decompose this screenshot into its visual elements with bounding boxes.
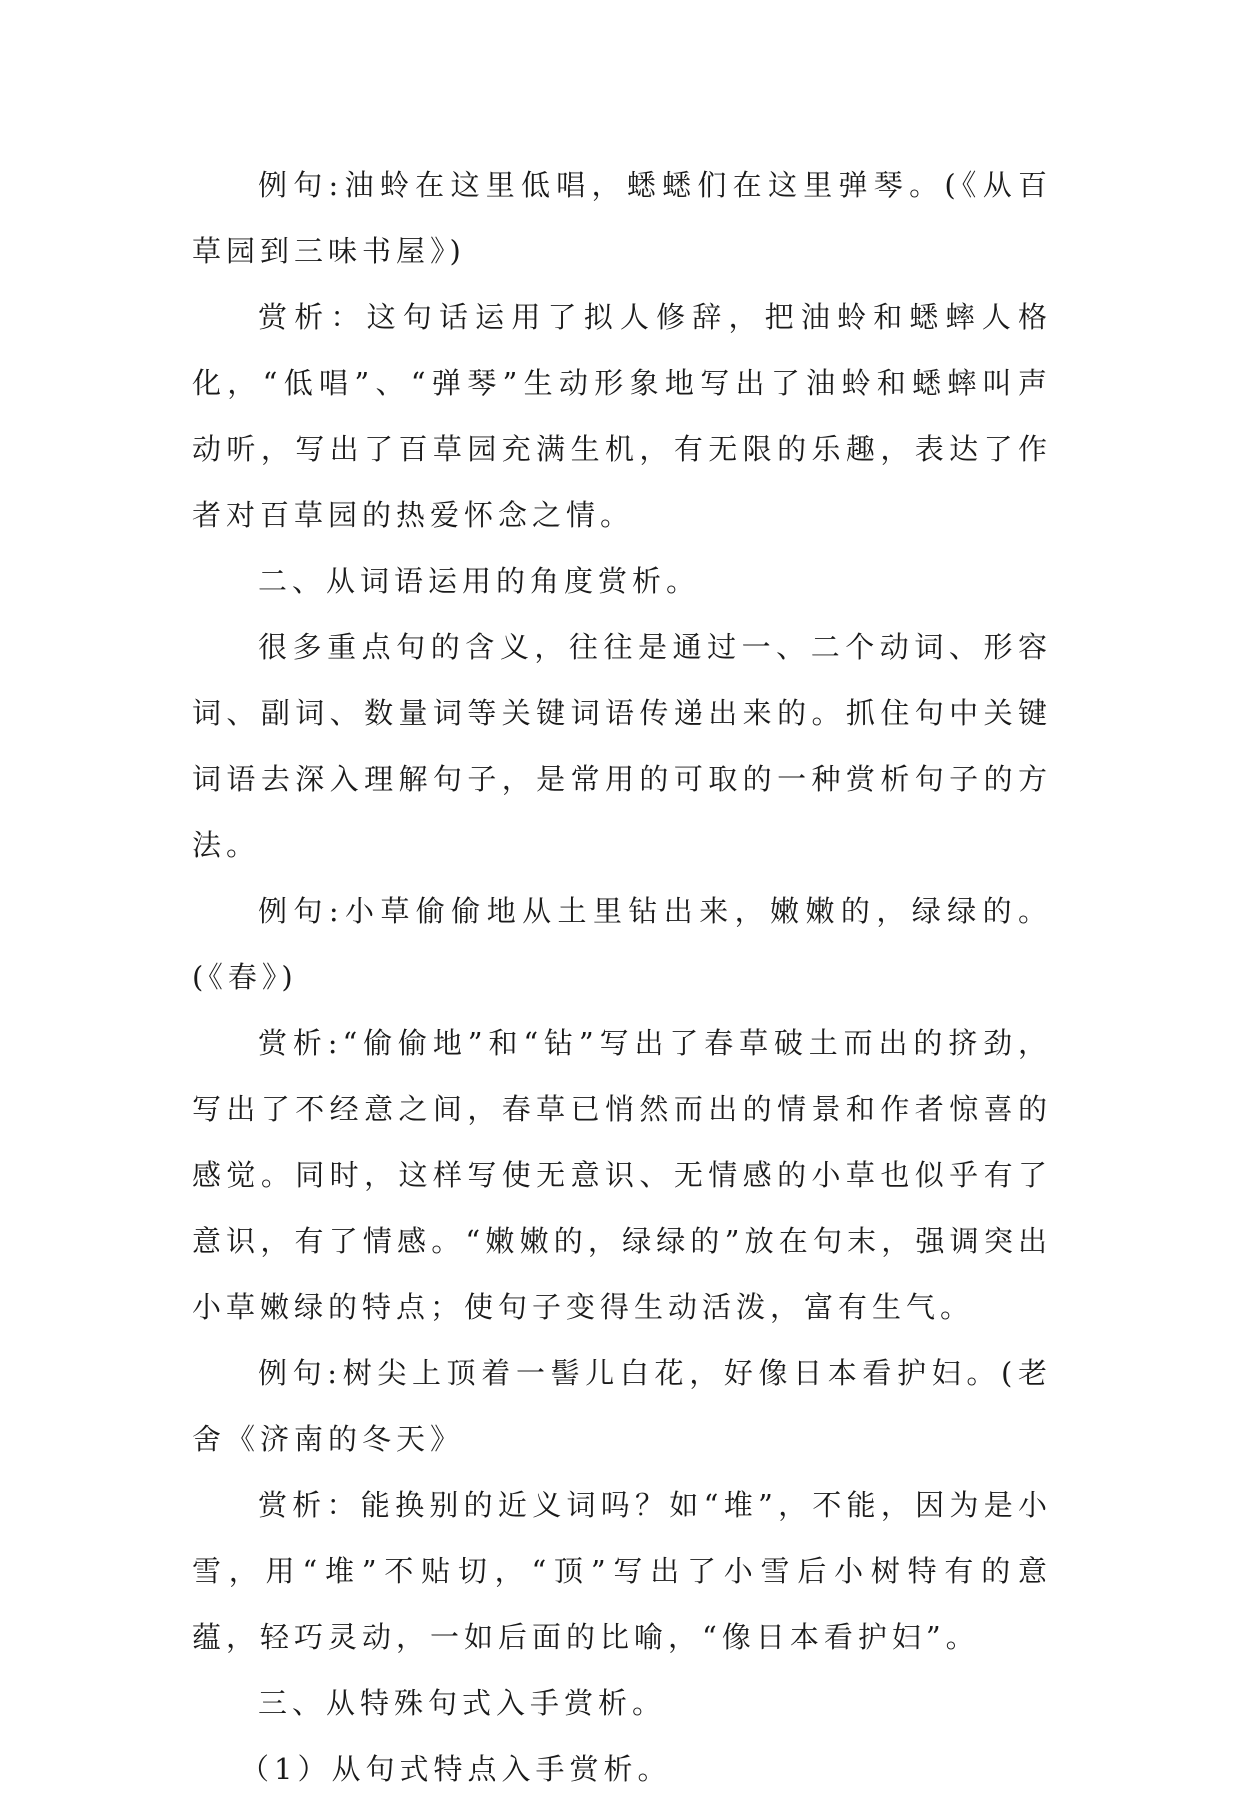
paragraph-analysis-3: 赏析：能换别的近义词吗？如“堆”，不能，因为是小雪，用“堆”不贴切，“顶”写出了小雪后小树特有的意蕴，轻巧灵动，一如后面的比喻，“像日本看护妇”。 bbox=[192, 1488, 1052, 1654]
section-heading-3: 三、从特殊句式入手赏析。 bbox=[258, 1686, 667, 1720]
document-page bbox=[192, 152, 1052, 1802]
subsection-heading-1: （1）从句式特点入手赏析。 bbox=[240, 1752, 672, 1786]
paragraph-example-1: 例句:油蛉在这里低唱，蟋蟋们在这里弹琴。(《从百草园到三味书屋》) bbox=[192, 168, 1052, 268]
paragraph-analysis-2: 赏析:“偷偷地”和“钻”写出了春草破土而出的挤劲，写出了不经意之间，春草已悄然而出的情景和作者惊喜的感觉。同时，这样写使无意识、无情感的小草也似乎有了意识，有了情感。“嫩嫩的，绿绿的”放在句末，强调突出小草嫩绿的特点；使句子变得生动活泼，富有生气。 bbox=[192, 1026, 1052, 1324]
section-heading-2: 二、从词语运用的角度赏析。 bbox=[258, 564, 701, 598]
paragraph-intro-2: 很多重点句的含义，往往是通过一、二个动词、形容词、副词、数量词等关键词语传递出来的。抓住句中关键词语去深入理解句子，是常用的可取的一种赏析句子的方法。 bbox=[192, 630, 1052, 862]
paragraph-analysis-1: 赏析：这句话运用了拟人修辞，把油蛉和蟋蟀人格化，“低唱”、“弹琴”生动形象地写出了油蛉和蟋蟀叫声动听，写出了百草园充满生机，有无限的乐趣，表达了作者对百草园的热爱怀念之情。 bbox=[192, 300, 1052, 532]
paragraph-example-2: 例句:小草偷偷地从土里钻出来，嫩嫩的，绿绿的。(《春》) bbox=[192, 894, 1052, 994]
paragraph-example-3: 例句:树尖上顶着一髻儿白花，好像日本看护妇。(老舍《济南的冬天》 bbox=[192, 1356, 1052, 1456]
